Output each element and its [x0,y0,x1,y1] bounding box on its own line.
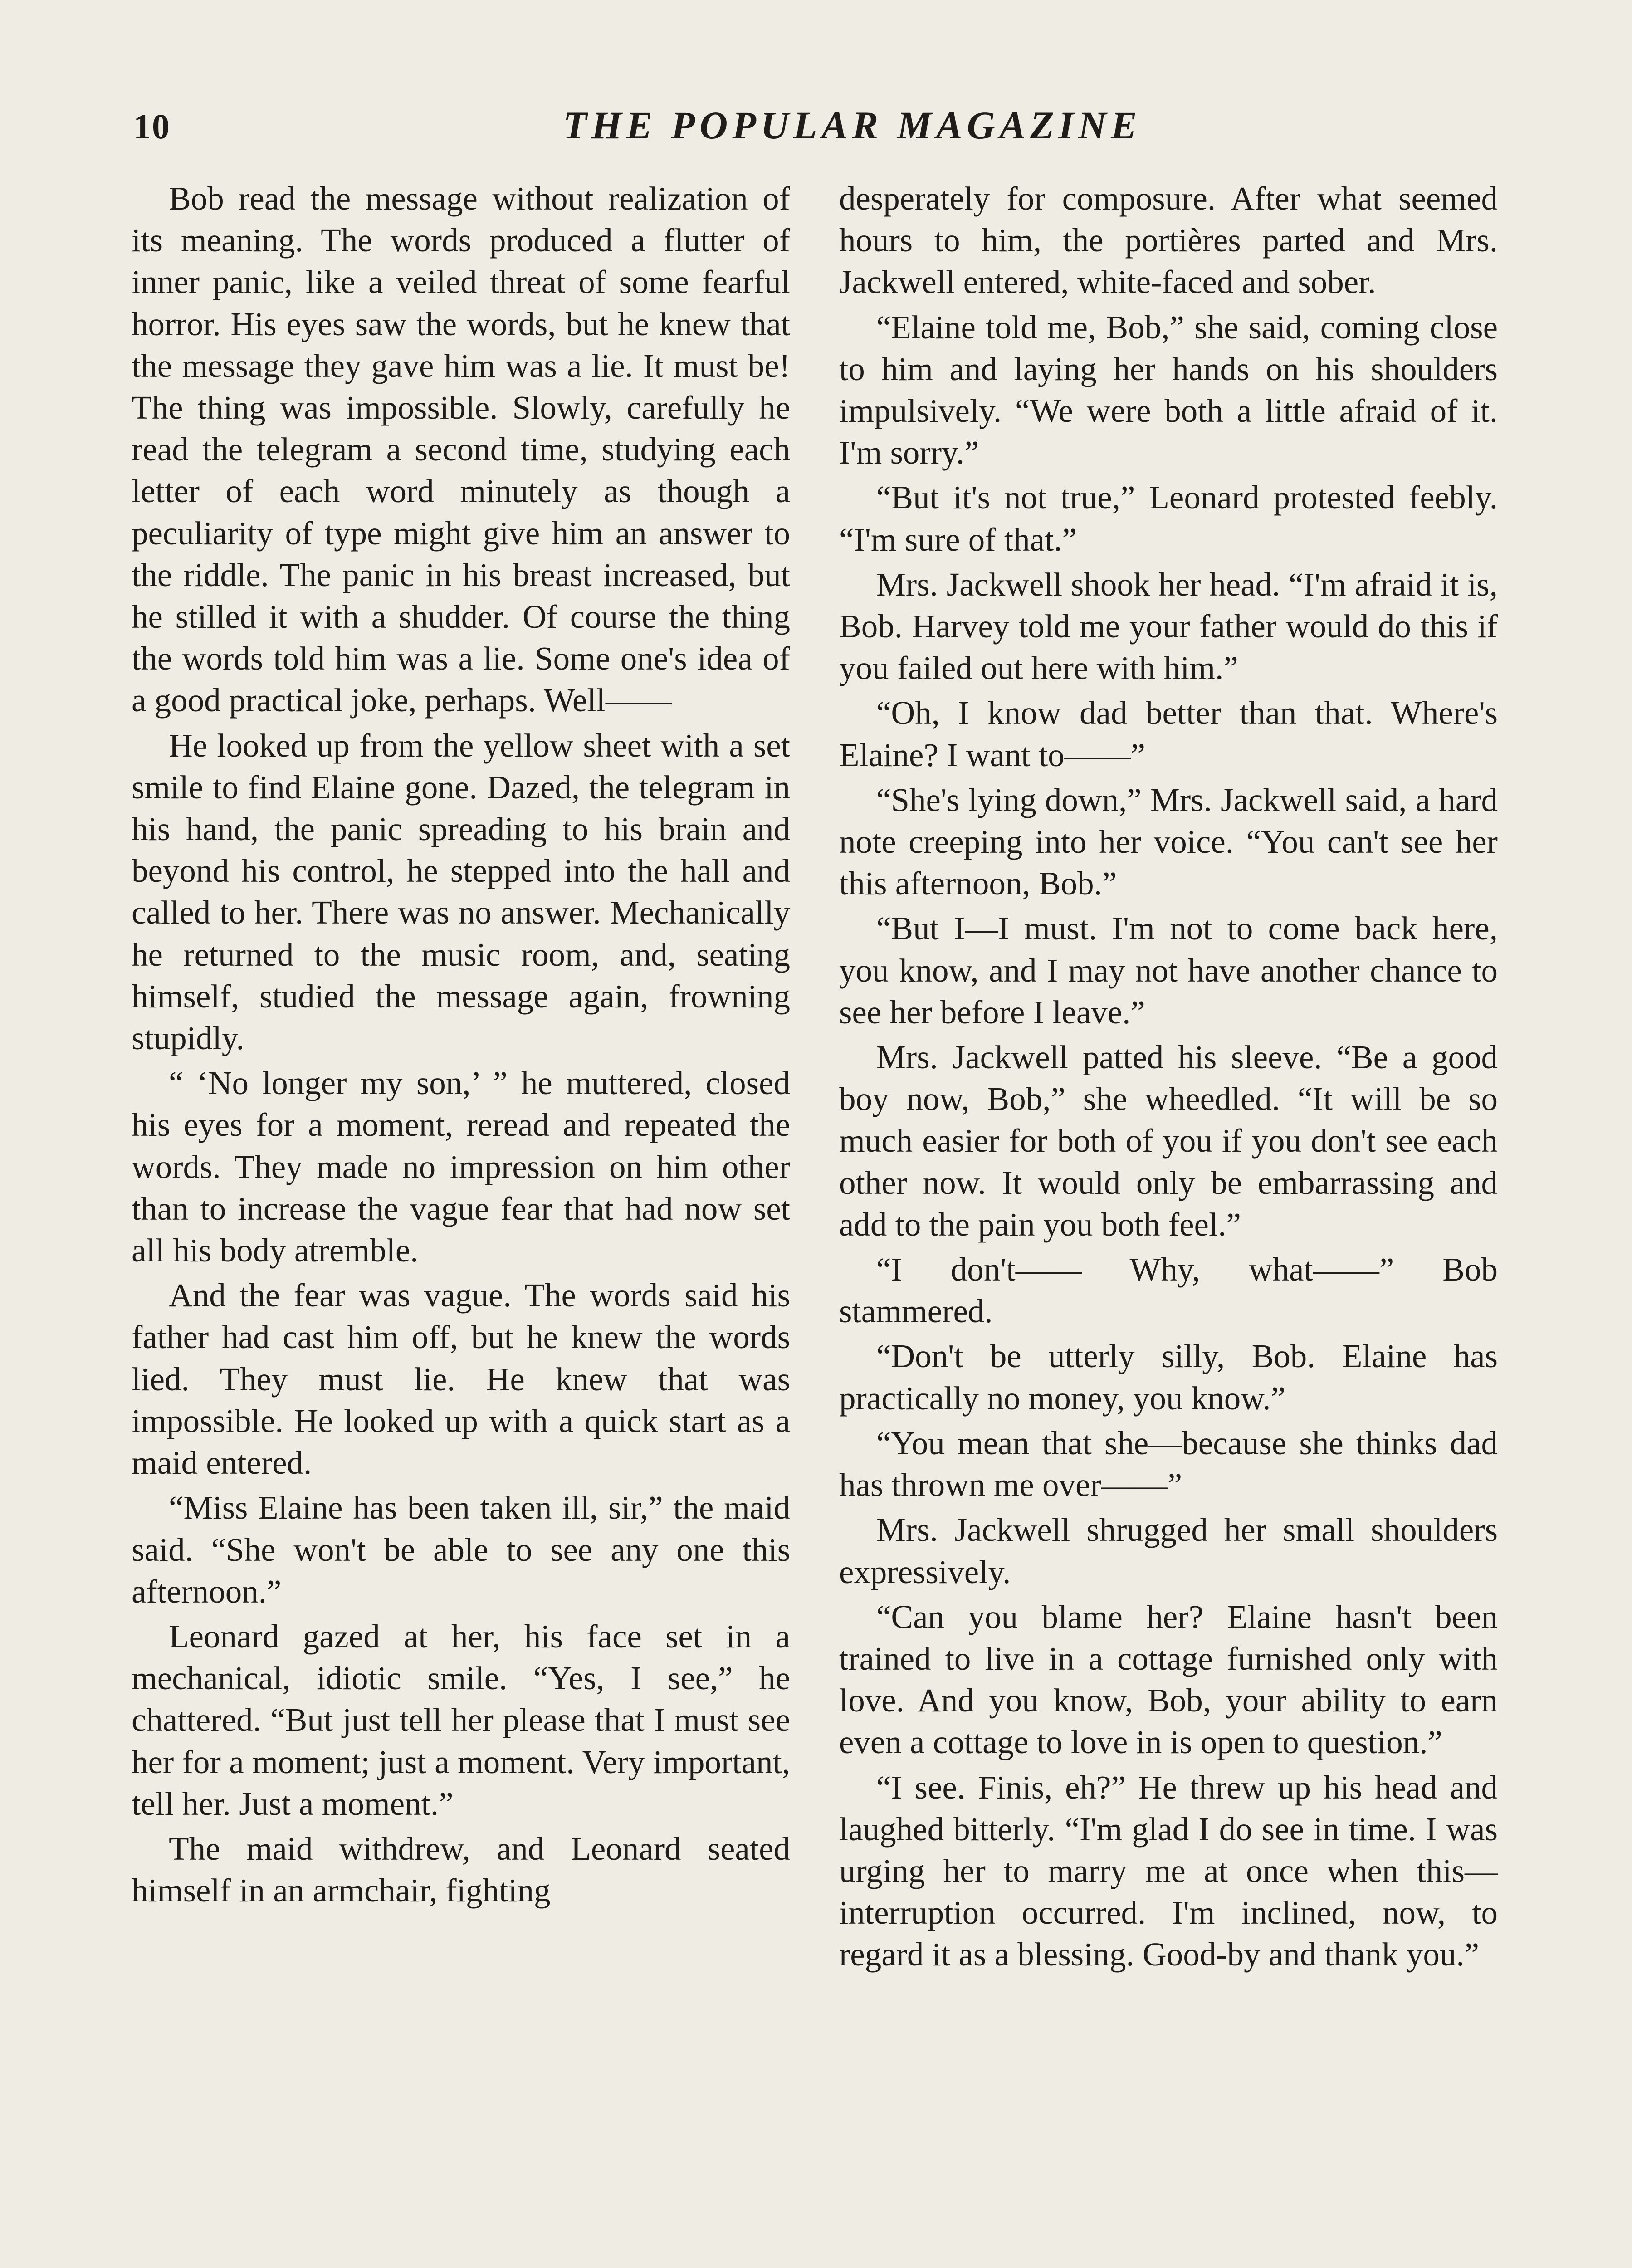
paragraph: “ ‘No longer my son,’ ” he muttered, closed his eyes for a moment, reread and repeated the words. They made no impression on him other than to increase the vague fear that had now set all his body atremble. [132,1065,790,1269]
right-column [839,178,1498,1979]
paragraph-continuation: desperately for composure. After what seemed hours to him, the portières parted and Mrs. Jackwell entered, white-faced and sober. [839,180,1498,301]
paragraph: He looked up from the yellow sheet with a set smile to find Elaine gone. Dazed, the telegram in his hand, the panic spreading to his brain and beyond his control, he stepped into the hall and called to her. There was no answer. Mechanically he returned to the music room, and, seating himself, studied the message again, frowning stupidly. [132,727,790,1057]
left-column [132,178,790,1915]
paragraph: “But it's not true,” Leonard protested feebly. “I'm sure of that.” [839,479,1498,558]
paragraph: And the fear was vague. The words said his father had cast him off, but he knew the words lied. They must lie. He knew that was impossible. He looked up with a quick start as a maid entered. [132,1277,790,1481]
paragraph: Leonard gazed at her, his face set in a mechanical, idiotic smile. “Yes, I see,” he chattered. “But just tell her please that I must see her for a moment; just a moment. Very important, tell her. Just a moment.” [132,1618,790,1822]
paragraph: “She's lying down,” Mrs. Jackwell said, a hard note creeping into her voice. “You can't see her this afternoon, Bob.” [839,781,1498,902]
paragraph: The maid withdrew, and Leonard seated himself in an armchair, fighting [132,1830,790,1909]
paragraph: Mrs. Jackwell shrugged her small shoulders expressively. [839,1511,1498,1590]
running-head-title: THE POPULAR MAGAZINE [563,103,1142,147]
page-number: 10 [133,107,171,146]
paragraph: “Don't be utterly silly, Bob. Elaine has practically no money, you know.” [839,1338,1498,1417]
paragraph: “You mean that she—because she thinks dad has thrown me over——” [839,1424,1498,1504]
paragraph: Mrs. Jackwell shook her head. “I'm afraid it is, Bob. Harvey told me your father would do this if you failed out here with him.” [839,566,1498,687]
paragraph: “Oh, I know dad better than that. Where's Elaine? I want to——” [839,694,1498,773]
paragraph: “But I—I must. I'm not to come back here, you know, and I may not have another chance to see her before I leave.” [839,910,1498,1031]
paragraph: Bob read the message without realization of its meaning. The words produced a flutter of inner panic, like a veiled threat of some fearful horror. His eyes saw the words, but he knew that the message they gave him was a lie. It must be! The thing was impossible. Slowly, carefully he read the telegram a second time, studying each letter of each word minutely as though a peculiarity of type might give him an answer to the riddle. The panic in his breast increased, but he stilled it with a shudder. Of course the thing the words told him was a lie. Some one's idea of a good practical joke, perhaps. Well—— [132,180,790,719]
paragraph: “I don't—— Why, what——” Bob stammered. [839,1251,1498,1330]
paragraph: “Elaine told me, Bob,” she said, coming close to him and laying her hands on his shoulders impulsively. “We were both a little afraid of it. I'm sorry.” [839,308,1498,471]
paragraph: “Miss Elaine has been taken ill, sir,” the maid said. “She won't be able to see any one this afternoon.” [132,1489,790,1610]
paragraph: “I see. Finis, eh?” He threw up his head and laughed bitterly. “I'm glad I do see in time. I was urging her to marry me at once when this—interruption occurred. I'm inclined, now, to regard it as a blessing. Good-by and thank you.” [839,1769,1498,1973]
paragraph: Mrs. Jackwell patted his sleeve. “Be a good boy now, Bob,” she wheedled. “It will be so much easier for both of you if you don't see each other now. It would only be embarrassing and add to the pain you both feel.” [839,1039,1498,1243]
paragraph: “Can you blame her? Elaine hasn't been trained to live in a cottage furnished only with love. And you know, Bob, your ability to earn even a cottage to love in is open to question.” [839,1598,1498,1761]
